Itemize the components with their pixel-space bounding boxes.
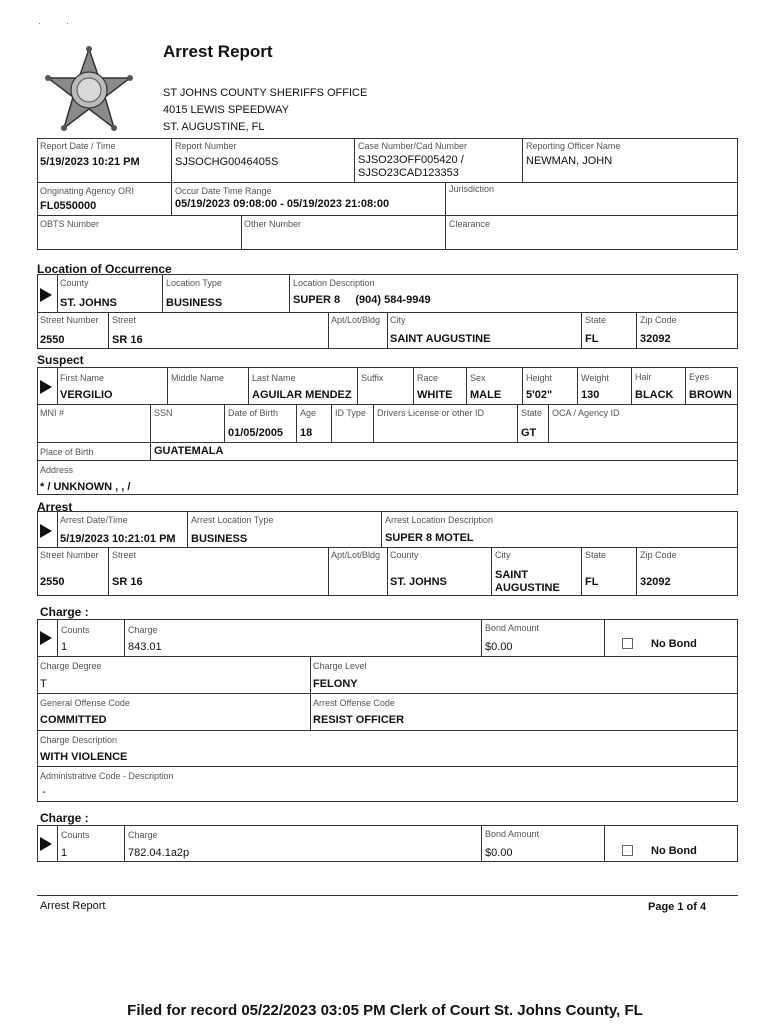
last-name-label: Last Name	[252, 373, 296, 383]
first-name: VERGILIO	[60, 389, 113, 401]
case-number-label: Case Number/Cad Number	[358, 141, 468, 151]
arrest-streetnum: 2550	[40, 576, 65, 588]
location-desc: SUPER 8 (904) 584-9949	[293, 294, 431, 306]
weight: 130	[581, 389, 600, 401]
charge-2-charge: 782.04.1a2p	[128, 847, 190, 859]
report-number-label: Report Number	[175, 141, 237, 151]
location-street: SR 16	[112, 334, 143, 346]
case-number-line2: SJSO23CAD123353	[358, 167, 459, 179]
hair: BLACK	[635, 389, 674, 401]
location-street-label: Street	[112, 315, 137, 325]
location-apt-label: Apt/Lot/Bldg	[331, 315, 381, 325]
arrest-datetime: 5/19/2023 10:21:01 PM	[60, 533, 176, 545]
middle-name-label: Middle Name	[171, 373, 225, 383]
agency-address-line2: ST. AUGUSTINE, FL	[163, 121, 265, 133]
arrest-state: FL	[585, 576, 599, 588]
arrest-locdesc: SUPER 8 MOTEL	[385, 532, 474, 544]
location-city-label: City	[390, 315, 406, 325]
jurisdiction-label: Jurisdiction	[449, 184, 495, 194]
mni-label: MNI #	[40, 408, 65, 418]
height: 5'02"	[526, 389, 553, 401]
officer-label: Reporting Officer Name	[526, 141, 621, 151]
dl-state: GT	[521, 427, 537, 439]
admin-code: -	[42, 786, 46, 798]
charge-1-bond: $0.00	[485, 641, 513, 653]
arrest-state-label: State	[585, 550, 607, 560]
address-label: Address	[40, 465, 74, 475]
charge-2-bond-label: Bond Amount	[485, 829, 540, 839]
charge-2-section-title: Charge :	[40, 811, 89, 825]
location-county: ST. JOHNS	[60, 297, 117, 309]
location-zip: 32092	[640, 333, 671, 345]
last-name: AGUILAR MENDEZ	[252, 389, 352, 401]
arrest-city-line1: SAINT	[495, 569, 528, 581]
charge-2-bond: $0.00	[485, 847, 513, 859]
charge-1-counts: 1	[61, 641, 68, 653]
arrest-datetime-label: Arrest Date/Time	[60, 515, 128, 525]
location-type-label: Location Type	[166, 278, 222, 288]
obts-label: OBTS Number	[40, 219, 100, 229]
suspect-section-title: Suspect	[37, 353, 84, 367]
officer-name: NEWMAN, JOHN	[526, 155, 613, 167]
arrest-city-label: City	[495, 550, 511, 560]
location-state: FL	[585, 333, 599, 345]
sex-label: Sex	[470, 373, 486, 383]
charge-1-section-title: Charge :	[40, 605, 89, 619]
footer-divider	[37, 895, 738, 896]
filed-for-record-stamp: Filed for record 05/22/2023 03:05 PM Clerk of Court St. Johns County, FL	[127, 1002, 643, 1019]
charge-level: FELONY	[313, 678, 358, 690]
report-date-label: Report Date / Time	[40, 141, 116, 151]
charge-degree: T	[40, 678, 47, 690]
arrest-offense: RESIST OFFICER	[313, 714, 405, 726]
arrest-city-line2: AUGUSTINE	[495, 582, 560, 594]
charge-1-charge: 843.01	[128, 641, 162, 653]
location-type: BUSINESS	[166, 297, 223, 309]
agency-name: ST JOHNS COUNTY SHERIFFS OFFICE	[163, 87, 368, 99]
age: 18	[300, 427, 313, 439]
other-number-label: Other Number	[244, 219, 302, 229]
dl-state-label: State	[521, 408, 543, 418]
charge-1-no-bond-label: No Bond	[651, 638, 697, 650]
arrest-zip: 32092	[640, 576, 671, 588]
pob-label: Place of Birth	[40, 447, 94, 457]
occur-range-label: Occur Date Time Range	[175, 186, 272, 196]
location-streetnum: 2550	[40, 334, 65, 346]
oca-label: OCA / Agency ID	[552, 408, 620, 418]
arrest-zip-label: Zip Code	[640, 550, 677, 560]
first-name-label: First Name	[60, 373, 105, 383]
occur-range: 05/19/2023 09:08:00 - 05/19/2023 21:08:00	[175, 198, 390, 210]
race: WHITE	[417, 389, 453, 401]
dob: 01/05/2005	[228, 427, 284, 439]
arrest-arrow-icon	[40, 524, 52, 538]
ori-label: Originating Agency ORI	[40, 186, 135, 196]
charge-level-label: Charge Level	[313, 661, 367, 671]
sheriff-star-badge	[44, 46, 134, 136]
height-label: Height	[526, 373, 553, 383]
race-label: Race	[417, 373, 439, 383]
pob: GUATEMALA	[154, 445, 224, 457]
charge-1-charge-label: Charge	[128, 625, 158, 635]
charge-2-no-bond-label: No Bond	[651, 845, 697, 857]
dob-label: Date of Birth	[228, 408, 279, 418]
location-city: SAINT AUGUSTINE	[390, 333, 491, 345]
address: * / UNKNOWN , , /	[40, 481, 131, 493]
suspect-arrow-icon	[40, 380, 52, 394]
charge-2-no-bond-checkbox[interactable]	[622, 845, 633, 856]
sex: MALE	[470, 389, 502, 401]
arrest-county: ST. JOHNS	[390, 576, 447, 588]
admin-code-label: Administrative Code - Description	[40, 771, 174, 781]
arrest-loctype: BUSINESS	[191, 533, 248, 545]
arrest-street-label: Street	[112, 550, 137, 560]
suspect-table	[37, 367, 738, 495]
general-offense: COMMITTED	[40, 714, 107, 726]
id-type-label: ID Type	[335, 408, 366, 418]
arrest-county-label: County	[390, 550, 419, 560]
charge-degree-label: Charge Degree	[40, 661, 102, 671]
arrest-street: SR 16	[112, 576, 143, 588]
report-date: 5/19/2023 10:21 PM	[40, 156, 140, 168]
scan-marks: · ·	[38, 18, 69, 28]
location-county-label: County	[60, 278, 89, 288]
charge-description-label: Charge Description	[40, 735, 118, 745]
arrest-apt-label: Apt/Lot/Bldg	[331, 550, 381, 560]
charge-1-counts-label: Counts	[61, 625, 90, 635]
charge-1-bond-label: Bond Amount	[485, 623, 540, 633]
weight-label: Weight	[581, 373, 609, 383]
location-streetnum-label: Street Number	[40, 315, 99, 325]
agency-address-line1: 4015 LEWIS SPEEDWAY	[163, 104, 289, 116]
eyes-label: Eyes	[689, 372, 710, 382]
charge-2-counts: 1	[61, 847, 68, 859]
charge-2-counts-label: Counts	[61, 830, 90, 840]
ssn-label: SSN	[154, 408, 173, 418]
hair-label: Hair	[635, 372, 652, 382]
location-desc-label: Location Description	[293, 278, 375, 288]
arrest-streetnum-label: Street Number	[40, 550, 99, 560]
eyes: BROWN	[689, 389, 732, 401]
footer-report-name: Arrest Report	[40, 900, 106, 912]
arrest-section-title: Arrest	[37, 500, 73, 514]
charge-2-arrow-icon	[40, 837, 52, 851]
charge-2-charge-label: Charge	[128, 830, 158, 840]
ori-value: FL0550000	[40, 200, 97, 212]
charge-description: WITH VIOLENCE	[40, 751, 128, 763]
suffix-label: Suffix	[361, 373, 384, 383]
report-title: Arrest Report	[163, 42, 273, 61]
arrest-locdesc-label: Arrest Location Description	[385, 515, 494, 525]
footer-page-number: Page 1 of 4	[648, 901, 707, 913]
case-number-line1: SJSO23OFF005420 /	[358, 154, 464, 166]
location-section-title: Location of Occurrence	[37, 262, 172, 276]
location-state-label: State	[585, 315, 607, 325]
arrest-offense-label: Arrest Offense Code	[313, 698, 395, 708]
general-offense-label: General Offense Code	[40, 698, 130, 708]
charge-1-arrow-icon	[40, 631, 52, 645]
report-number: SJSOCHG0046405S	[175, 156, 279, 168]
clearance-label: Clearance	[449, 219, 491, 229]
location-zip-label: Zip Code	[640, 315, 677, 325]
arrest-loctype-label: Arrest Location Type	[191, 515, 274, 525]
location-arrow-icon	[40, 288, 52, 302]
charge-1-no-bond-checkbox[interactable]	[622, 638, 633, 649]
drivers-license-label: Drivers License or other ID	[377, 408, 485, 418]
age-label: Age	[300, 408, 317, 418]
